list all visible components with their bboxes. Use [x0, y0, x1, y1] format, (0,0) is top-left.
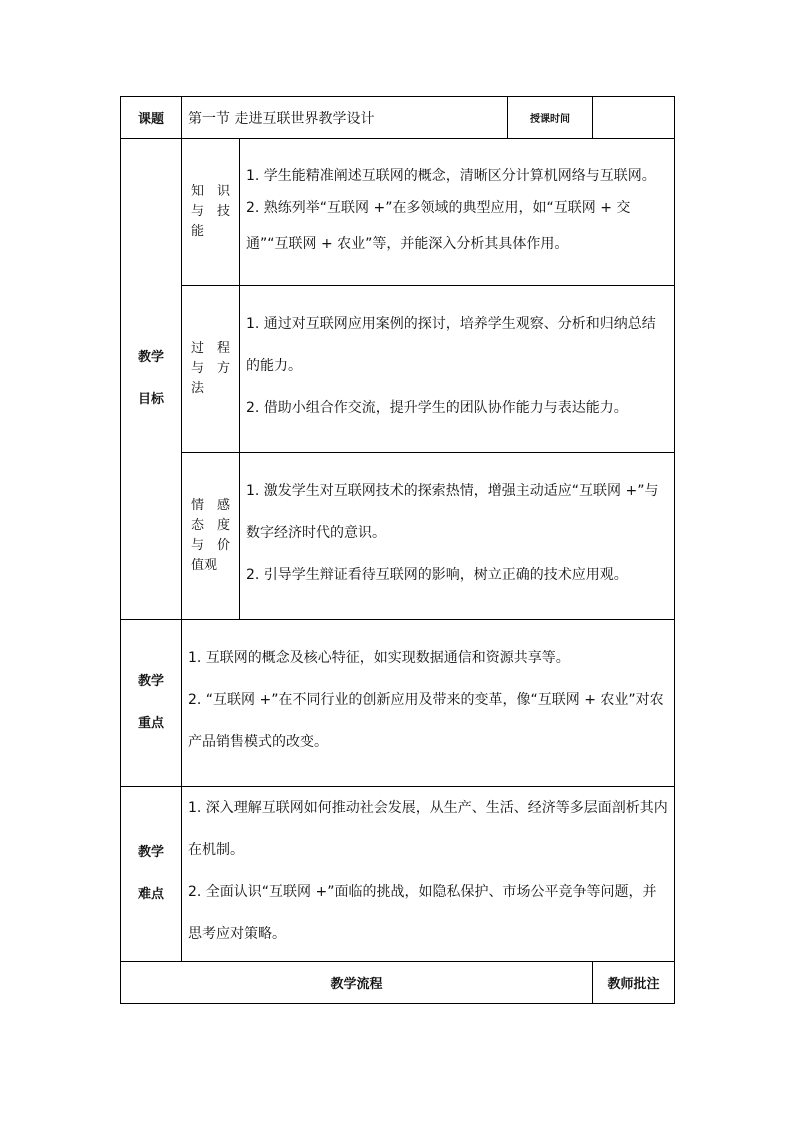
knowledge-label: 知 识 与 技 能: [182, 139, 240, 286]
key-points-label: 教学 重点: [121, 620, 182, 787]
key-points-row: [121, 620, 675, 787]
emotion-item-1: 1. 激发学生对互联网技术的探索热情，增强主动适应“互联网 +”与数字经济时代的意识。: [246, 483, 659, 541]
difficulties-row: [121, 787, 675, 962]
objective-process-row: [121, 286, 675, 453]
difficulty-1: 1. 深入理解互联网如何推动社会发展，从生产、生活、经济等多层面剖析其内在机制。: [188, 800, 668, 858]
emotion-item-2: 2. 引导学生辩证看待互联网的影响，树立正确的技术应用观。: [246, 567, 628, 583]
emotion-label: 情 感 态 度 与 价 值观: [182, 453, 240, 620]
process-item-2: 2. 借助小组合作交流，提升学生的团队协作能力与表达能力。: [246, 400, 628, 416]
footer-row: [121, 962, 675, 1004]
knowledge-item-1: 1. 学生能精准阐述互联网的概念，清晰区分计算机网络与互联网。: [246, 168, 656, 184]
knowledge-content: [240, 139, 675, 286]
objectives-label: 教学 目标: [121, 139, 182, 620]
key-points-content: [182, 620, 675, 787]
key-point-2: 2. “互联网 +”在不同行业的创新应用及带来的变革，像“互联网 + 农业”对农产品销售模式的改变。: [188, 692, 664, 750]
header-row: [121, 97, 675, 139]
time-value: [593, 97, 675, 139]
emotion-content: [240, 453, 675, 620]
topic-label: 课题: [121, 97, 182, 139]
difficulties-content: [182, 787, 675, 962]
time-label: 授课时间: [508, 97, 593, 139]
objective-knowledge-row: [121, 139, 675, 286]
knowledge-item-2: 2. 熟练列举“互联网 +”在多领域的典型应用，如“互联网 + 交通”“互联网 + 农业”等，并能深入分析其具体作用。: [246, 200, 631, 252]
topic-value: 第一节 走进互联世界教学设计: [182, 97, 508, 139]
difficulty-2: 2. 全面认识“互联网 +”面临的挑战，如隐私保护、市场公平竞争等问题，并思考应对策略。: [188, 884, 657, 942]
process-item-1: 1. 通过对互联网应用案例的探讨，培养学生观察、分析和归纳总结的能力。: [246, 316, 656, 374]
difficulties-label: 教学 难点: [121, 787, 182, 962]
teaching-process-label: 教学流程: [121, 962, 593, 1004]
key-point-1: 1. 互联网的概念及核心特征，如实现数据通信和资源共享等。: [188, 650, 570, 666]
process-content: [240, 286, 675, 453]
objective-emotion-row: [121, 453, 675, 620]
lesson-plan-table: [120, 96, 675, 1004]
teacher-notes-label: 教师批注: [593, 962, 675, 1004]
process-label: 过 程 与 方 法: [182, 286, 240, 453]
